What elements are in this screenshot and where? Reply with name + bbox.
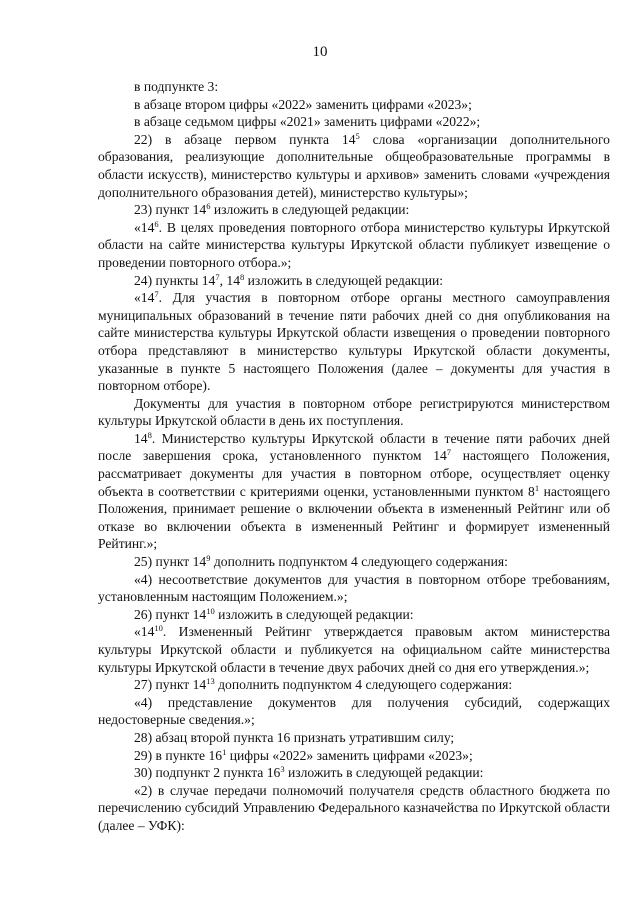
superscript: 7 [215, 271, 220, 282]
paragraph-text: 14 [134, 430, 148, 446]
paragraph-text: 26) пункт 14 [134, 606, 207, 622]
paragraph [98, 131, 610, 201]
paragraph-text: «4) несоответствие документов для участия в повторном отборе требованиям, установленным настоящим Положением.»; [98, 571, 610, 605]
paragraph [98, 219, 610, 272]
superscript: 7 [446, 447, 452, 458]
paragraph-text: 23) пункт 14 [134, 202, 207, 218]
paragraph [98, 395, 610, 430]
paragraph-text: дополнить подпунктом 4 следующего содержания: [214, 677, 513, 693]
paragraph [98, 782, 610, 835]
superscript: 10 [206, 605, 215, 616]
paragraph-text: «14 [134, 290, 155, 306]
superscript: 13 [206, 676, 215, 687]
superscript: 3 [280, 764, 285, 775]
superscript: 6 [154, 218, 159, 229]
paragraph-text: 24) пункты 14 [134, 272, 216, 288]
paragraph [98, 676, 610, 694]
paragraph [98, 747, 610, 765]
paragraph-text: цифры «2022» заменить цифрами «2023»; [226, 747, 473, 763]
paragraph-text: в абзаце втором цифры «2022» заменить цифрами «2023»; [134, 96, 472, 112]
paragraph-text: изложить в следующей редакции: [284, 765, 484, 781]
paragraph-text: «14 [134, 219, 155, 235]
paragraph [98, 430, 610, 553]
paragraph [98, 78, 610, 96]
paragraph-text: 28) абзац второй пункта 16 признать утратившим силу; [134, 729, 455, 745]
paragraph-text: «14 [134, 624, 155, 640]
paragraph [98, 96, 610, 114]
superscript: 8 [240, 271, 245, 282]
paragraph-text: 25) пункт 14 [134, 554, 207, 570]
paragraph-text: . В целях проведения повторного отбора министерство культуры Иркутской области на сайте министерства культуры Иркутской области публикует извещение о проведении повторного отбора.»; [98, 219, 610, 270]
document-body [98, 78, 610, 835]
paragraph [98, 201, 610, 219]
superscript: 5 [355, 130, 360, 141]
superscript: 1 [222, 746, 227, 757]
paragraph-text: настоящего Положения, рассматривает документы для участия в повторном отборе, осуществляет оценку объекта в соответствии с критериями оценки, установленными пунктом 8 [98, 448, 610, 499]
superscript: 6 [206, 201, 211, 212]
paragraph-text: в абзаце седьмом цифры «2021» заменить цифрами «2022»; [134, 114, 481, 130]
paragraph-text: 30) подпункт 2 пункта 16 [134, 765, 281, 781]
paragraph [98, 606, 610, 624]
paragraph [98, 289, 610, 395]
paragraph [98, 571, 610, 606]
paragraph-text: «2) в случае передачи полномочий получателя средств областного бюджета по перечислению субсидий Управлению Федерального казначейства по Иркутской области (далее – УФК): [98, 782, 610, 833]
superscript: 1 [534, 482, 540, 493]
paragraph-text: «4) представление документов для получения субсидий, содержащих недостоверные сведения.»; [98, 694, 610, 728]
paragraph-text: дополнить подпунктом 4 следующего содержания: [210, 554, 508, 570]
paragraph [98, 764, 610, 782]
paragraph-text: в подпункте 3: [134, 79, 219, 94]
paragraph [98, 113, 610, 131]
paragraph-text: . Измененный Рейтинг утверждается правовым актом министерства культуры Иркутской области и публикуется на официальном сайте министерства культуры Иркутской области в течение двух рабочих дней со дня его утверждения.»; [98, 624, 610, 675]
paragraph-text: изложить в следующей редакции: [210, 202, 410, 218]
paragraph [98, 272, 610, 290]
paragraph-text: , 14 [219, 272, 240, 288]
superscript: 7 [154, 289, 159, 300]
paragraph [98, 729, 610, 747]
paragraph-text: изложить в следующей редакции: [244, 272, 444, 288]
paragraph-text: . Министерство культуры Иркутской области в течение пяти рабочих дней после завершения срока, установленного пунктом 14 [98, 430, 610, 464]
paragraph [98, 553, 610, 571]
paragraph-text: настоящего Положения, принимает решение о включении объекта в измененный Рейтинг или об отказе во включении объекта в измененный Рейтинг и формирует измененный Рейтинг.»; [98, 483, 610, 552]
paragraph [98, 623, 610, 676]
paragraph-text: 29) в пункте 16 [134, 747, 223, 763]
paragraph-text: 27) пункт 14 [134, 677, 207, 693]
superscript: 9 [206, 553, 211, 564]
paragraph-text: . Для участия в повторном отборе органы местного самоуправления муниципальных образований в течение пяти рабочих дней со дня опубликования на сайте министерства культуры Иркутской области извещения о проведении повторного отбора представляют в министерство культуры Иркутской области документы, указанные в пункте 5 настоящего Положения (далее – документы для участия в повторном отборе). [98, 290, 610, 394]
superscript: 8 [147, 429, 152, 440]
paragraph-text: 22) в абзаце первом пункта 14 [134, 131, 356, 147]
paragraph-text: слова «организации дополнительного образования, реализующие дополнительные общеобразовательные программы в области искусств), министерство культуры и архивов» заменить словами «учреждения дополнительного образования детей), министерство культуры»; [98, 131, 610, 200]
paragraph-text: Документы для участия в повторном отборе регистрируются министерством культуры Иркутской области в день их поступления. [98, 395, 610, 429]
superscript: 10 [154, 623, 163, 634]
paragraph [98, 694, 610, 729]
paragraph-text: изложить в следующей редакции: [214, 606, 414, 622]
page-number: 10 [312, 44, 328, 60]
